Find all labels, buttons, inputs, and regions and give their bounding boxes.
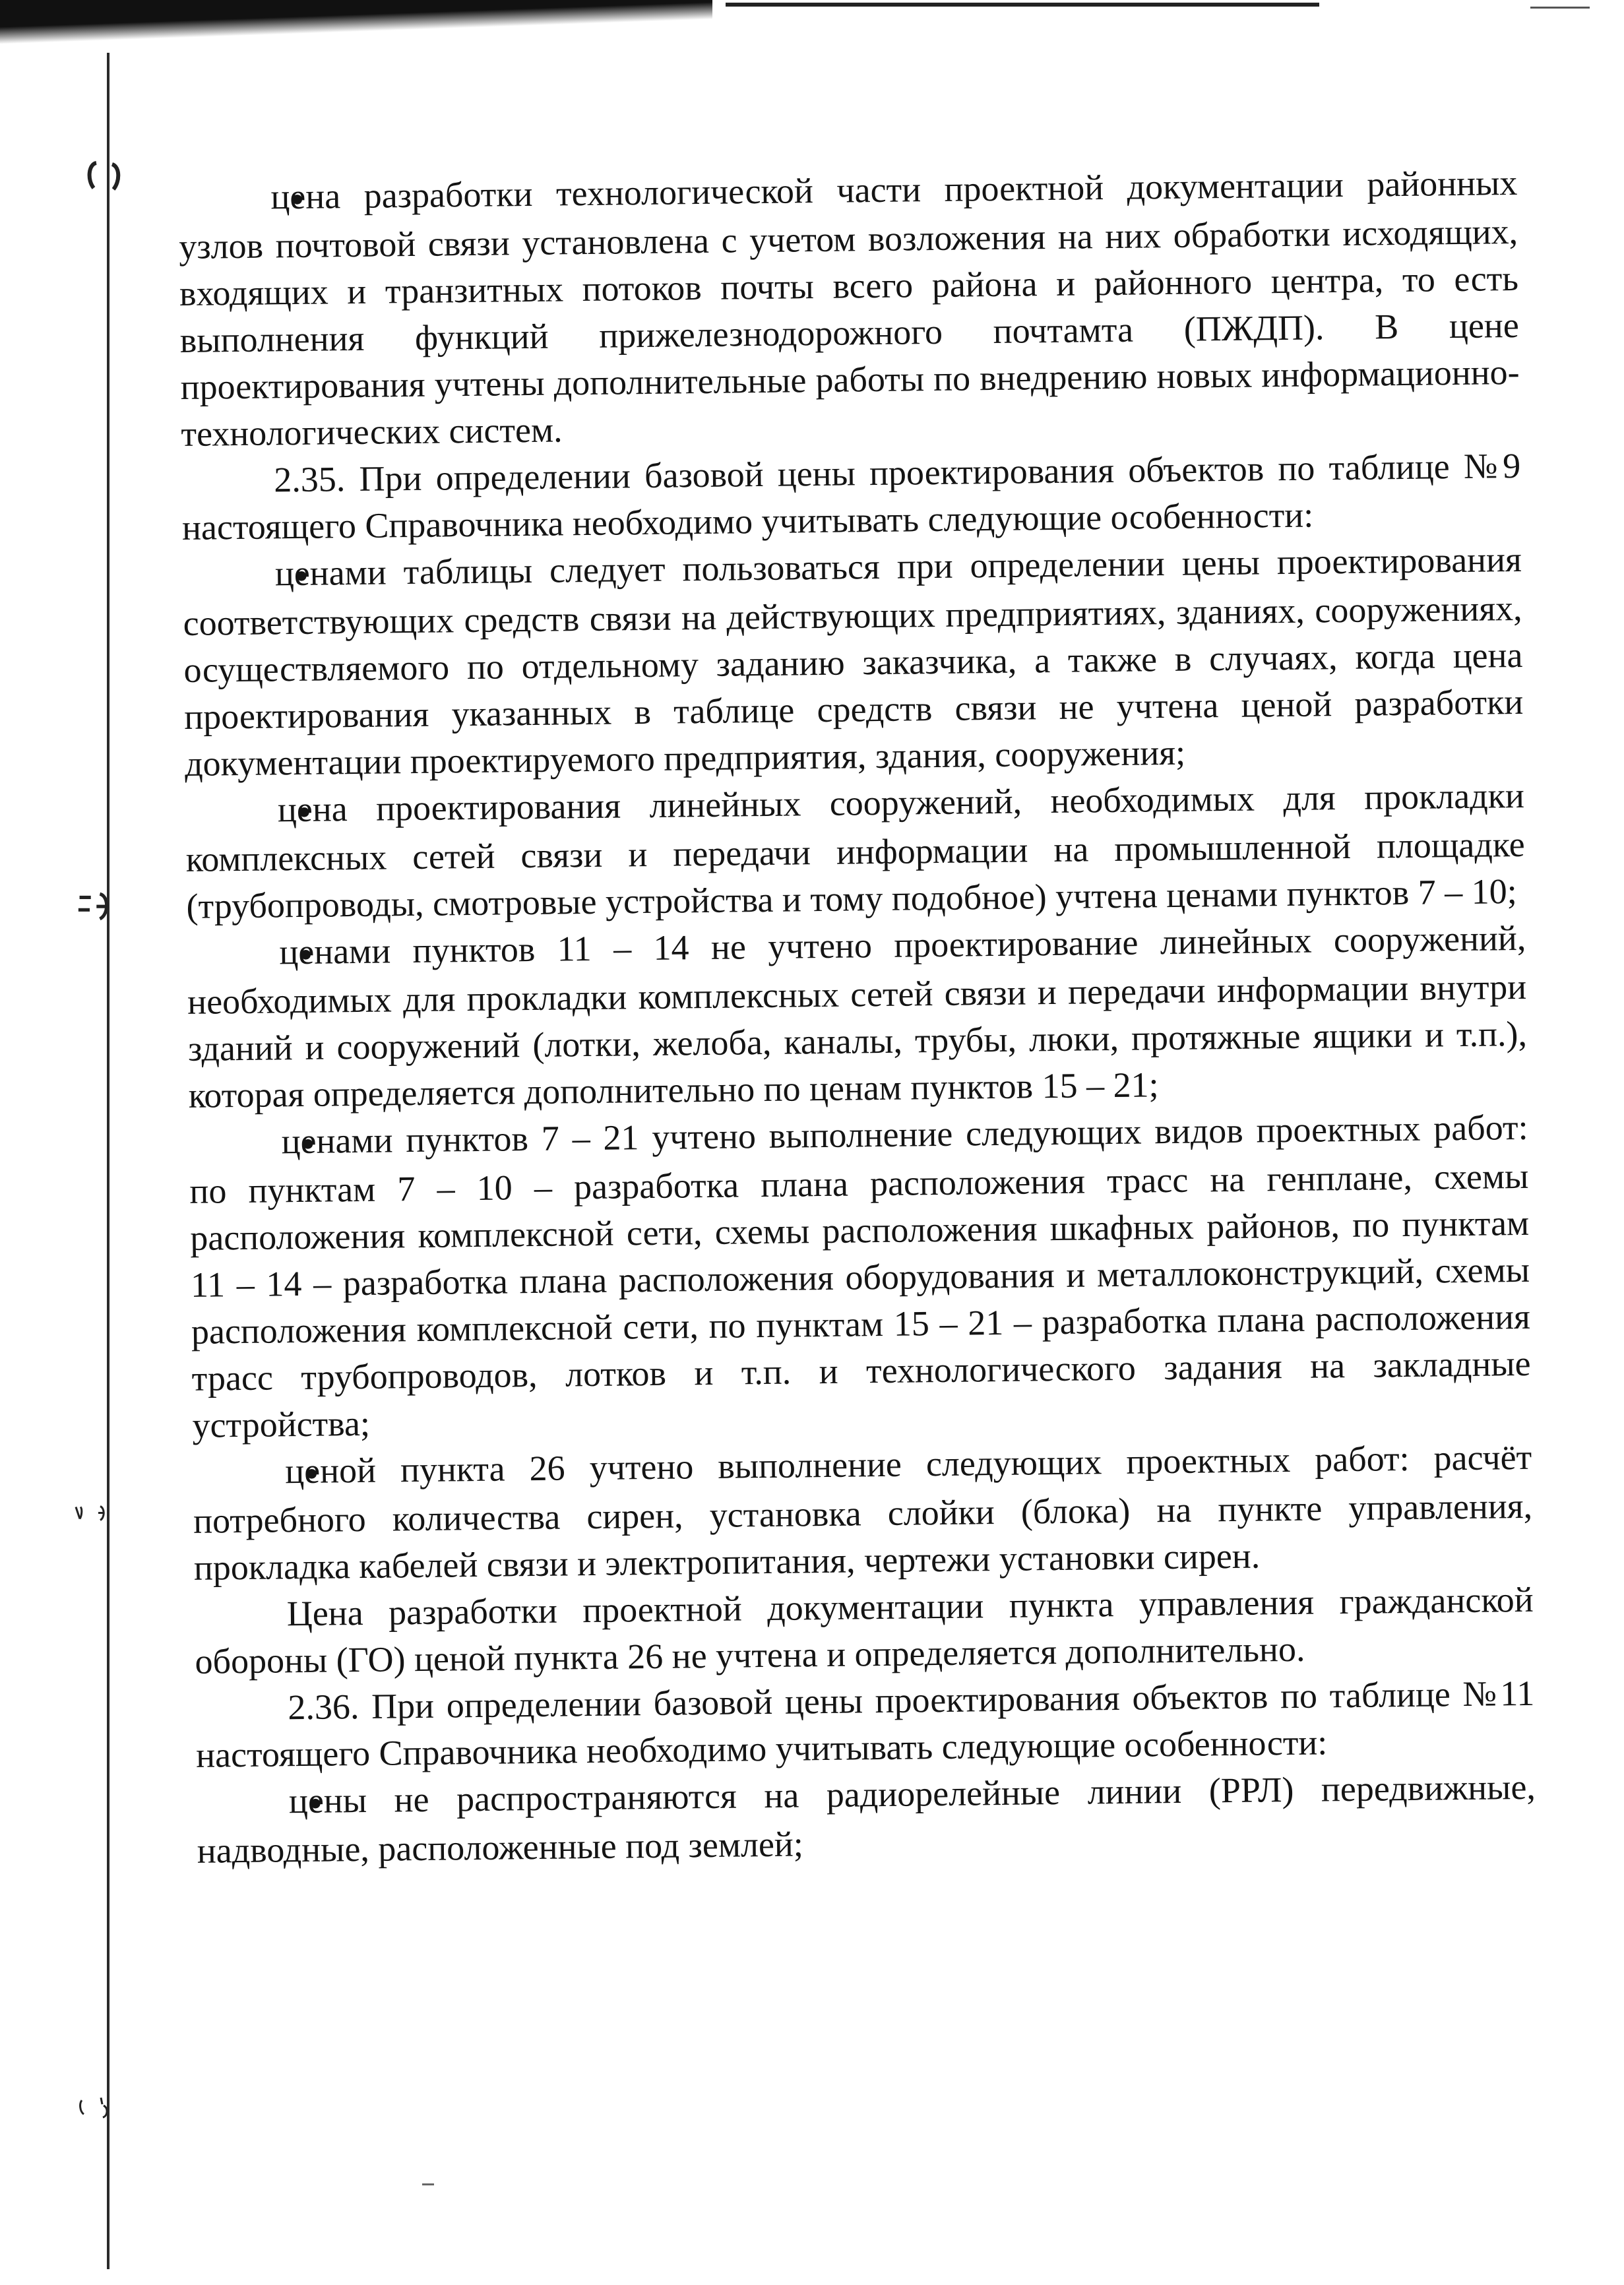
scan-top-line (726, 3, 1319, 7)
bullet-paragraph: ● цена разработки технологической части проектной документации районных узлов почтовой связи установлена с учетом возложения на них обработки исходящих, входящих и транзитных потоков почты всего района и районного центра, то есть выполнения функций прижелезнодорожного почтамта (ПЖДП). В цене проектирования учтены дополнительные работы по внедрению новых информационно-технологических систем. (178, 160, 1520, 458)
binding-hole-4 (78, 2084, 117, 2131)
bullet-paragraph: ● ценами таблицы следует пользоваться при определении цены проектирования соответствующих средств связи на действующих предприятиях, зданиях, сооружениях, осуществляемого по отдельному заданию заказчика, а также в случаях, когда цена проектирования указанных в таблице средств связи не учтена ценой разработки документации проектируемого предприятия, здания, сооружения; (182, 536, 1524, 788)
bullet-paragraph: ● ценами пунктов 11 – 14 не учтено проектирование линейных сооружений, необходимых для прокладки комплексных сетей связи и передачи информации внутри зданий и сооружений (лотки, желоба, каналы, трубы, люки, протяжные ящики и т.п.), которая определяется дополнительно по ценам пунктов 15 – 21; (187, 915, 1528, 1119)
bullet-paragraph: ● цены не распространяются на радиорелейные линии (РРЛ) передвижные, надводные, расположенные под землей; (197, 1764, 1537, 1875)
document-page (178, 160, 1536, 1875)
bullet-paragraph: ● ценами пунктов 7 – 21 учтено выполнение следующих видов проектных работ: по пунктам 7 – 10 – разработка плана расположения трасс на генплане, схемы расположения комплексной сети, схемы расположения шкафных районов, по пунктам 11 – 14 – разработка плана расположения оборудования и металлоконструкций, схемы расположения комплексной сети, по пунктам 15 – 21 – разработка плана расположения трасс трубопроводов, лотков и т.п. и технологического задания на закладные устройства; (189, 1104, 1532, 1449)
binding-hole-3 (73, 1491, 112, 1537)
scan-top-line-small (1530, 7, 1590, 9)
bullet-paragraph: ● ценой пункта 26 учтено выполнение следующих проектных работ: расчёт потребного количества сирен, установка слойки (блока) на пункте управления, прокладка кабелей связи и электропитания, чертежи установки сирен. (193, 1434, 1533, 1592)
binding-hole-1 (84, 155, 124, 201)
section-2-36: 2.36. При определении базовой цены проектирования объектов по таблице №11 настоящего Справочника необходимо учитывать следующие особенности: (195, 1673, 1535, 1775)
binding-hole-2 (74, 884, 113, 930)
binding-line (107, 53, 109, 2269)
bullet-paragraph: ● цена проектирования линейных сооружений, необходимых для прокладки комплексных сетей связи и передачи информации на промышленной площадке (трубопроводы, смотровые устройства и тому подобное) учтена ценами пунктов 7 – 10; (185, 772, 1526, 930)
civil-defense-paragraph: Цена разработки проектной документации пункта управления гражданской обороны (ГО) ценой пункта 26 не учтена и определяется дополнительно. (195, 1579, 1534, 1681)
scan-top-shadow (0, 0, 712, 46)
section-2-35: 2.35. При определении базовой цены проектирования объектов по таблице №9 настоящего Справочника необходимо учитывать следующие особенности: (181, 445, 1521, 548)
scan-mark (422, 2183, 434, 2185)
